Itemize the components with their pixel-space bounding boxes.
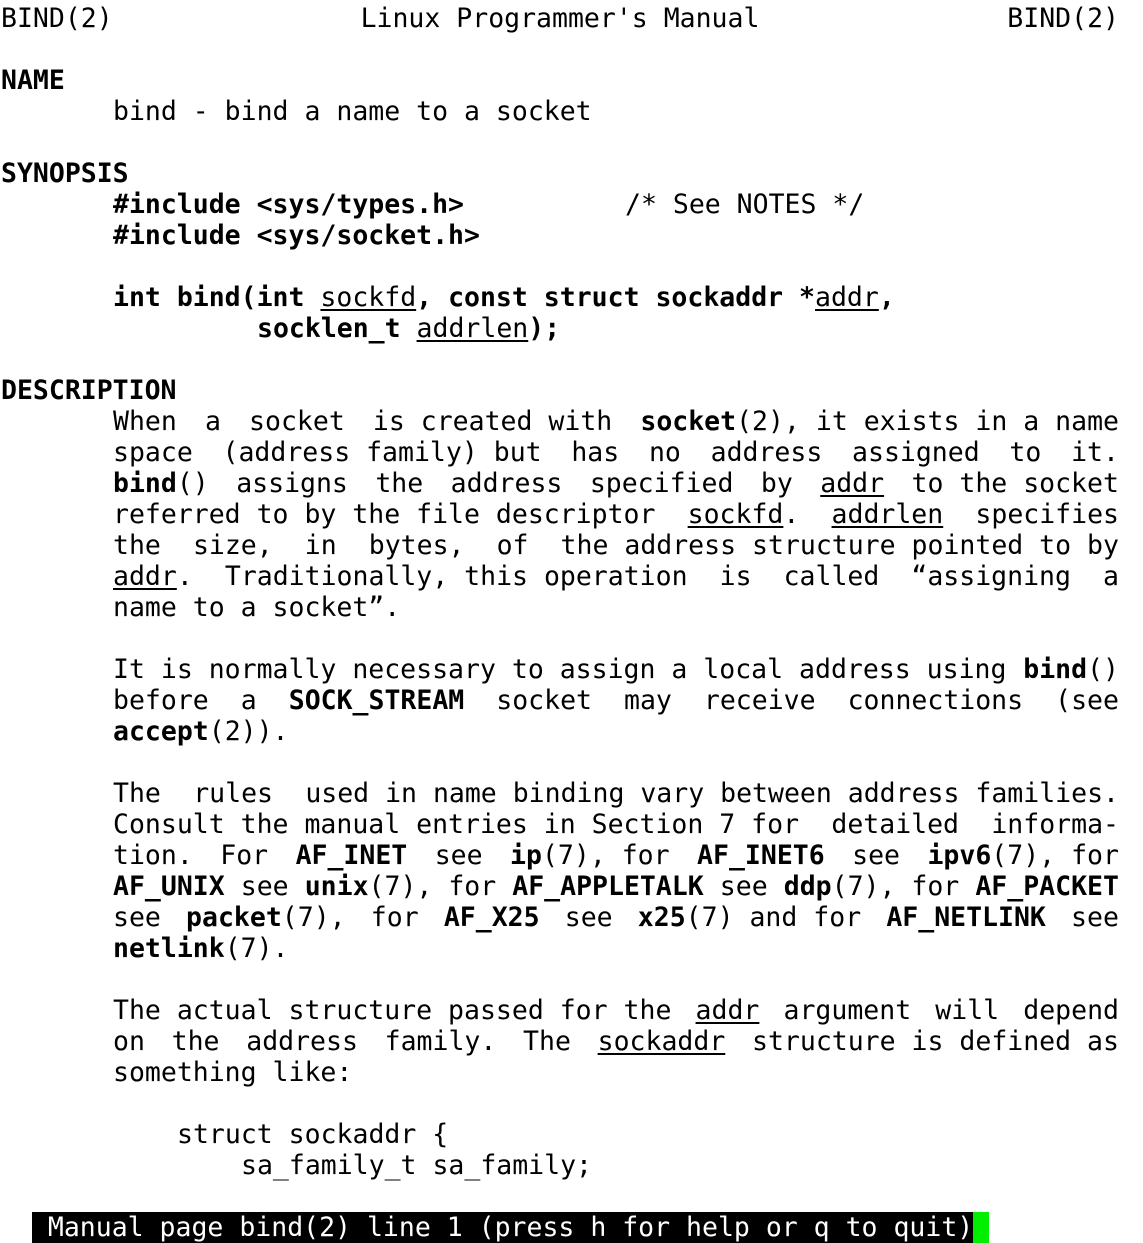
ref-ddp: ddp	[783, 871, 832, 902]
type-sockaddr: sockaddr	[597, 1026, 726, 1057]
const-af-netlink: AF_NETLINK	[886, 902, 1046, 933]
section-heading-description: DESCRIPTION	[1, 375, 177, 406]
text-fragment: space	[113, 437, 193, 468]
ref-ip: ip	[510, 840, 542, 871]
text-fragment: address	[246, 1026, 358, 1057]
text-fragment: When	[113, 406, 177, 437]
text-fragment: will	[935, 995, 1000, 1026]
text-fragment: the	[113, 530, 161, 561]
text-fragment: see	[113, 902, 161, 933]
desc-p1-line1	[113, 406, 1119, 437]
proto-comma: ,	[878, 282, 895, 313]
text-fragment: (7) and for	[685, 902, 862, 933]
code-line-1: struct sockaddr {	[177, 1119, 449, 1150]
text-fragment: see	[1071, 902, 1119, 933]
text-fragment: has	[571, 437, 620, 468]
blank-line	[1, 344, 1143, 375]
const-af-packet: AF_PACKET	[975, 871, 1119, 902]
ref-bind: bind	[1023, 654, 1088, 685]
text-fragment: assigned	[852, 437, 980, 468]
section-heading-name: NAME	[1, 65, 65, 96]
pager-status-bar	[0, 1181, 989, 1243]
include-comment: /* See NOTES */	[625, 189, 865, 220]
synopsis-include-socket: #include <sys/socket.h>	[113, 220, 480, 251]
text-fragment: the	[171, 1026, 220, 1057]
text-fragment: specifies	[975, 499, 1119, 530]
ref-accept: accept	[113, 716, 209, 747]
text-fragment: a	[1103, 561, 1119, 592]
text-fragment: The actual structure passed for the	[113, 995, 672, 1026]
desc-p3-line1	[113, 778, 1119, 809]
synopsis-prototype-line1	[113, 282, 1143, 313]
text-fragment: For	[220, 840, 269, 871]
ref-socket: socket	[640, 406, 737, 437]
text-fragment: before	[113, 685, 209, 716]
blank-line	[1, 623, 1143, 654]
text-fragment: socket	[249, 406, 345, 437]
ref-x25: x25	[637, 902, 686, 933]
param-sockfd: sockfd	[687, 499, 784, 530]
status-text: Manual page bind(2) line 1 (press h for help or q to quit)	[31, 1212, 974, 1243]
const-af-x25: AF_X25	[443, 902, 540, 933]
desc-p4-line1	[113, 995, 1119, 1026]
text-fragment: size,	[192, 530, 273, 561]
blank-line	[1, 251, 1143, 282]
text-fragment: it.	[1071, 437, 1119, 468]
text-fragment: a	[240, 685, 257, 716]
text-fragment: (see	[1055, 685, 1119, 716]
param-addr: addr	[113, 561, 177, 592]
text-fragment: It is normally necessary to assign a local address using	[113, 654, 1007, 685]
blank-line	[1, 127, 1143, 158]
text-fragment: to the socket	[911, 468, 1119, 499]
header-center: Linux Programmer's Manual	[360, 3, 760, 34]
text-fragment: called	[783, 561, 880, 592]
text-fragment: of	[496, 530, 529, 561]
blank-line	[1, 34, 1143, 65]
text-fragment: (7),	[281, 902, 346, 933]
text-fragment: see	[852, 840, 901, 871]
proto-end: );	[528, 313, 561, 344]
desc-p1-line5	[113, 530, 1119, 561]
text-fragment: by	[760, 468, 793, 499]
text-fragment: see	[564, 902, 613, 933]
text-fragment: (address family) but	[222, 437, 542, 468]
proto-socklen: socklen_t	[257, 313, 417, 344]
desc-p4-line2	[113, 1026, 1119, 1057]
text-fragment: is created with	[372, 406, 613, 437]
text-fragment: receive	[703, 685, 816, 716]
text-fragment: (7).	[224, 933, 289, 964]
desc-p4-line3: something like:	[113, 1057, 353, 1088]
text-fragment: address	[450, 468, 563, 499]
text-fragment: ()	[1087, 654, 1119, 685]
text-fragment: the	[375, 468, 424, 499]
text-fragment: (7), for	[541, 840, 670, 871]
text-fragment: see	[434, 840, 483, 871]
text-fragment: depend	[1023, 995, 1119, 1026]
desc-p3-line4	[113, 871, 1119, 902]
synopsis-prototype-line2	[257, 313, 1143, 344]
text-fragment: structure is defined as	[752, 1026, 1119, 1057]
text-fragment: (2)).	[208, 716, 289, 747]
text-fragment: .	[176, 561, 193, 592]
param-addrlen: addrlen	[831, 499, 944, 530]
text-fragment: (7), for	[368, 871, 497, 902]
text-fragment: is	[719, 561, 752, 592]
include-types: #include <sys/types.h>	[113, 189, 464, 220]
text-fragment: The	[113, 778, 161, 809]
text-fragment: assigns	[236, 468, 348, 499]
blank-line	[1, 747, 1143, 778]
text-fragment: see	[240, 871, 289, 902]
text-fragment: address	[710, 437, 823, 468]
text-fragment: (2), it exists in a name	[736, 406, 1119, 437]
text-fragment: detailed	[831, 809, 960, 840]
text-fragment: a	[204, 406, 221, 437]
text-fragment: rules	[193, 778, 273, 809]
desc-p2-line3	[113, 716, 1143, 747]
text-fragment: bytes,	[368, 530, 465, 561]
proto-int-bind: int bind(int	[113, 282, 321, 313]
text-fragment: The	[523, 1026, 571, 1057]
desc-p3-line5	[113, 902, 1119, 933]
text-fragment: the address structure pointed to by	[560, 530, 1119, 561]
desc-p3-line3	[113, 840, 1119, 871]
man-page-viewer[interactable]	[1, 3, 1143, 1181]
text-fragment: to	[1009, 437, 1042, 468]
ref-netlink: netlink	[113, 933, 225, 964]
param-addrlen: addrlen	[416, 313, 529, 344]
terminal-cursor[interactable]	[973, 1212, 989, 1243]
text-fragment: for	[370, 902, 419, 933]
desc-p1-line3	[113, 468, 1119, 499]
const-af-inet6: AF_INET6	[697, 840, 825, 871]
blank-line	[1, 964, 1143, 995]
ref-unix: unix	[304, 871, 369, 902]
text-fragment: ()	[176, 468, 209, 499]
text-fragment: specified	[589, 468, 734, 499]
ref-packet: packet	[186, 902, 282, 933]
desc-p1-line7: name to a socket”.	[113, 592, 401, 623]
text-fragment: family.	[384, 1026, 497, 1057]
desc-p3-line6	[113, 933, 1143, 964]
man-page-header	[1, 3, 1119, 34]
const-sock-stream: SOCK_STREAM	[288, 685, 465, 716]
text-fragment: no	[648, 437, 681, 468]
param-addr: addr	[695, 995, 760, 1026]
text-fragment: see	[719, 871, 768, 902]
ref-bind: bind	[113, 468, 177, 499]
const-af-unix: AF_UNIX	[113, 871, 225, 902]
text-fragment: may	[624, 685, 672, 716]
text-fragment: argument	[783, 995, 912, 1026]
text-fragment: socket	[496, 685, 592, 716]
proto-const-struct: , const struct sockaddr *	[416, 282, 816, 313]
param-addr: addr	[815, 282, 879, 313]
section-heading-synopsis: SYNOPSIS	[1, 158, 129, 189]
desc-p2-line2	[113, 685, 1119, 716]
const-af-inet: AF_INET	[295, 840, 408, 871]
text-fragment: connections	[847, 685, 1024, 716]
desc-p1-line2	[113, 437, 1119, 468]
synopsis-include-types	[113, 189, 1143, 220]
text-fragment: Consult the manual entries in Section 7 for	[113, 809, 800, 840]
const-af-appletalk: AF_APPLETALK	[512, 871, 704, 902]
text-fragment: in	[304, 530, 337, 561]
code-line-2: sa_family_t sa_family;	[241, 1150, 592, 1181]
desc-p2-line1	[113, 654, 1119, 685]
desc-p1-line6	[113, 561, 1119, 592]
text-fragment: on	[113, 1026, 145, 1057]
text-fragment: referred to by the file descriptor	[113, 499, 656, 530]
text-fragment: (7), for	[991, 840, 1119, 871]
desc-p1-line4	[113, 499, 1119, 530]
desc-p3-line2	[113, 809, 1119, 840]
text-fragment: .	[783, 499, 800, 530]
text-fragment: (7), for	[831, 871, 960, 902]
header-right: BIND(2)	[1007, 3, 1119, 34]
header-left: BIND(2)	[1, 3, 113, 34]
param-sockfd: sockfd	[320, 282, 417, 313]
text-fragment: Traditionally, this operation	[224, 561, 688, 592]
param-addr: addr	[820, 468, 885, 499]
text-fragment: used in name binding vary between address families.	[305, 778, 1119, 809]
blank-line	[1, 1088, 1143, 1119]
text-fragment: “assigning	[911, 561, 1071, 592]
text-fragment: informa-	[991, 809, 1119, 840]
ref-ipv6: ipv6	[927, 840, 992, 871]
text-fragment: tion.	[113, 840, 193, 871]
name-text: bind - bind a name to a socket	[113, 96, 592, 127]
